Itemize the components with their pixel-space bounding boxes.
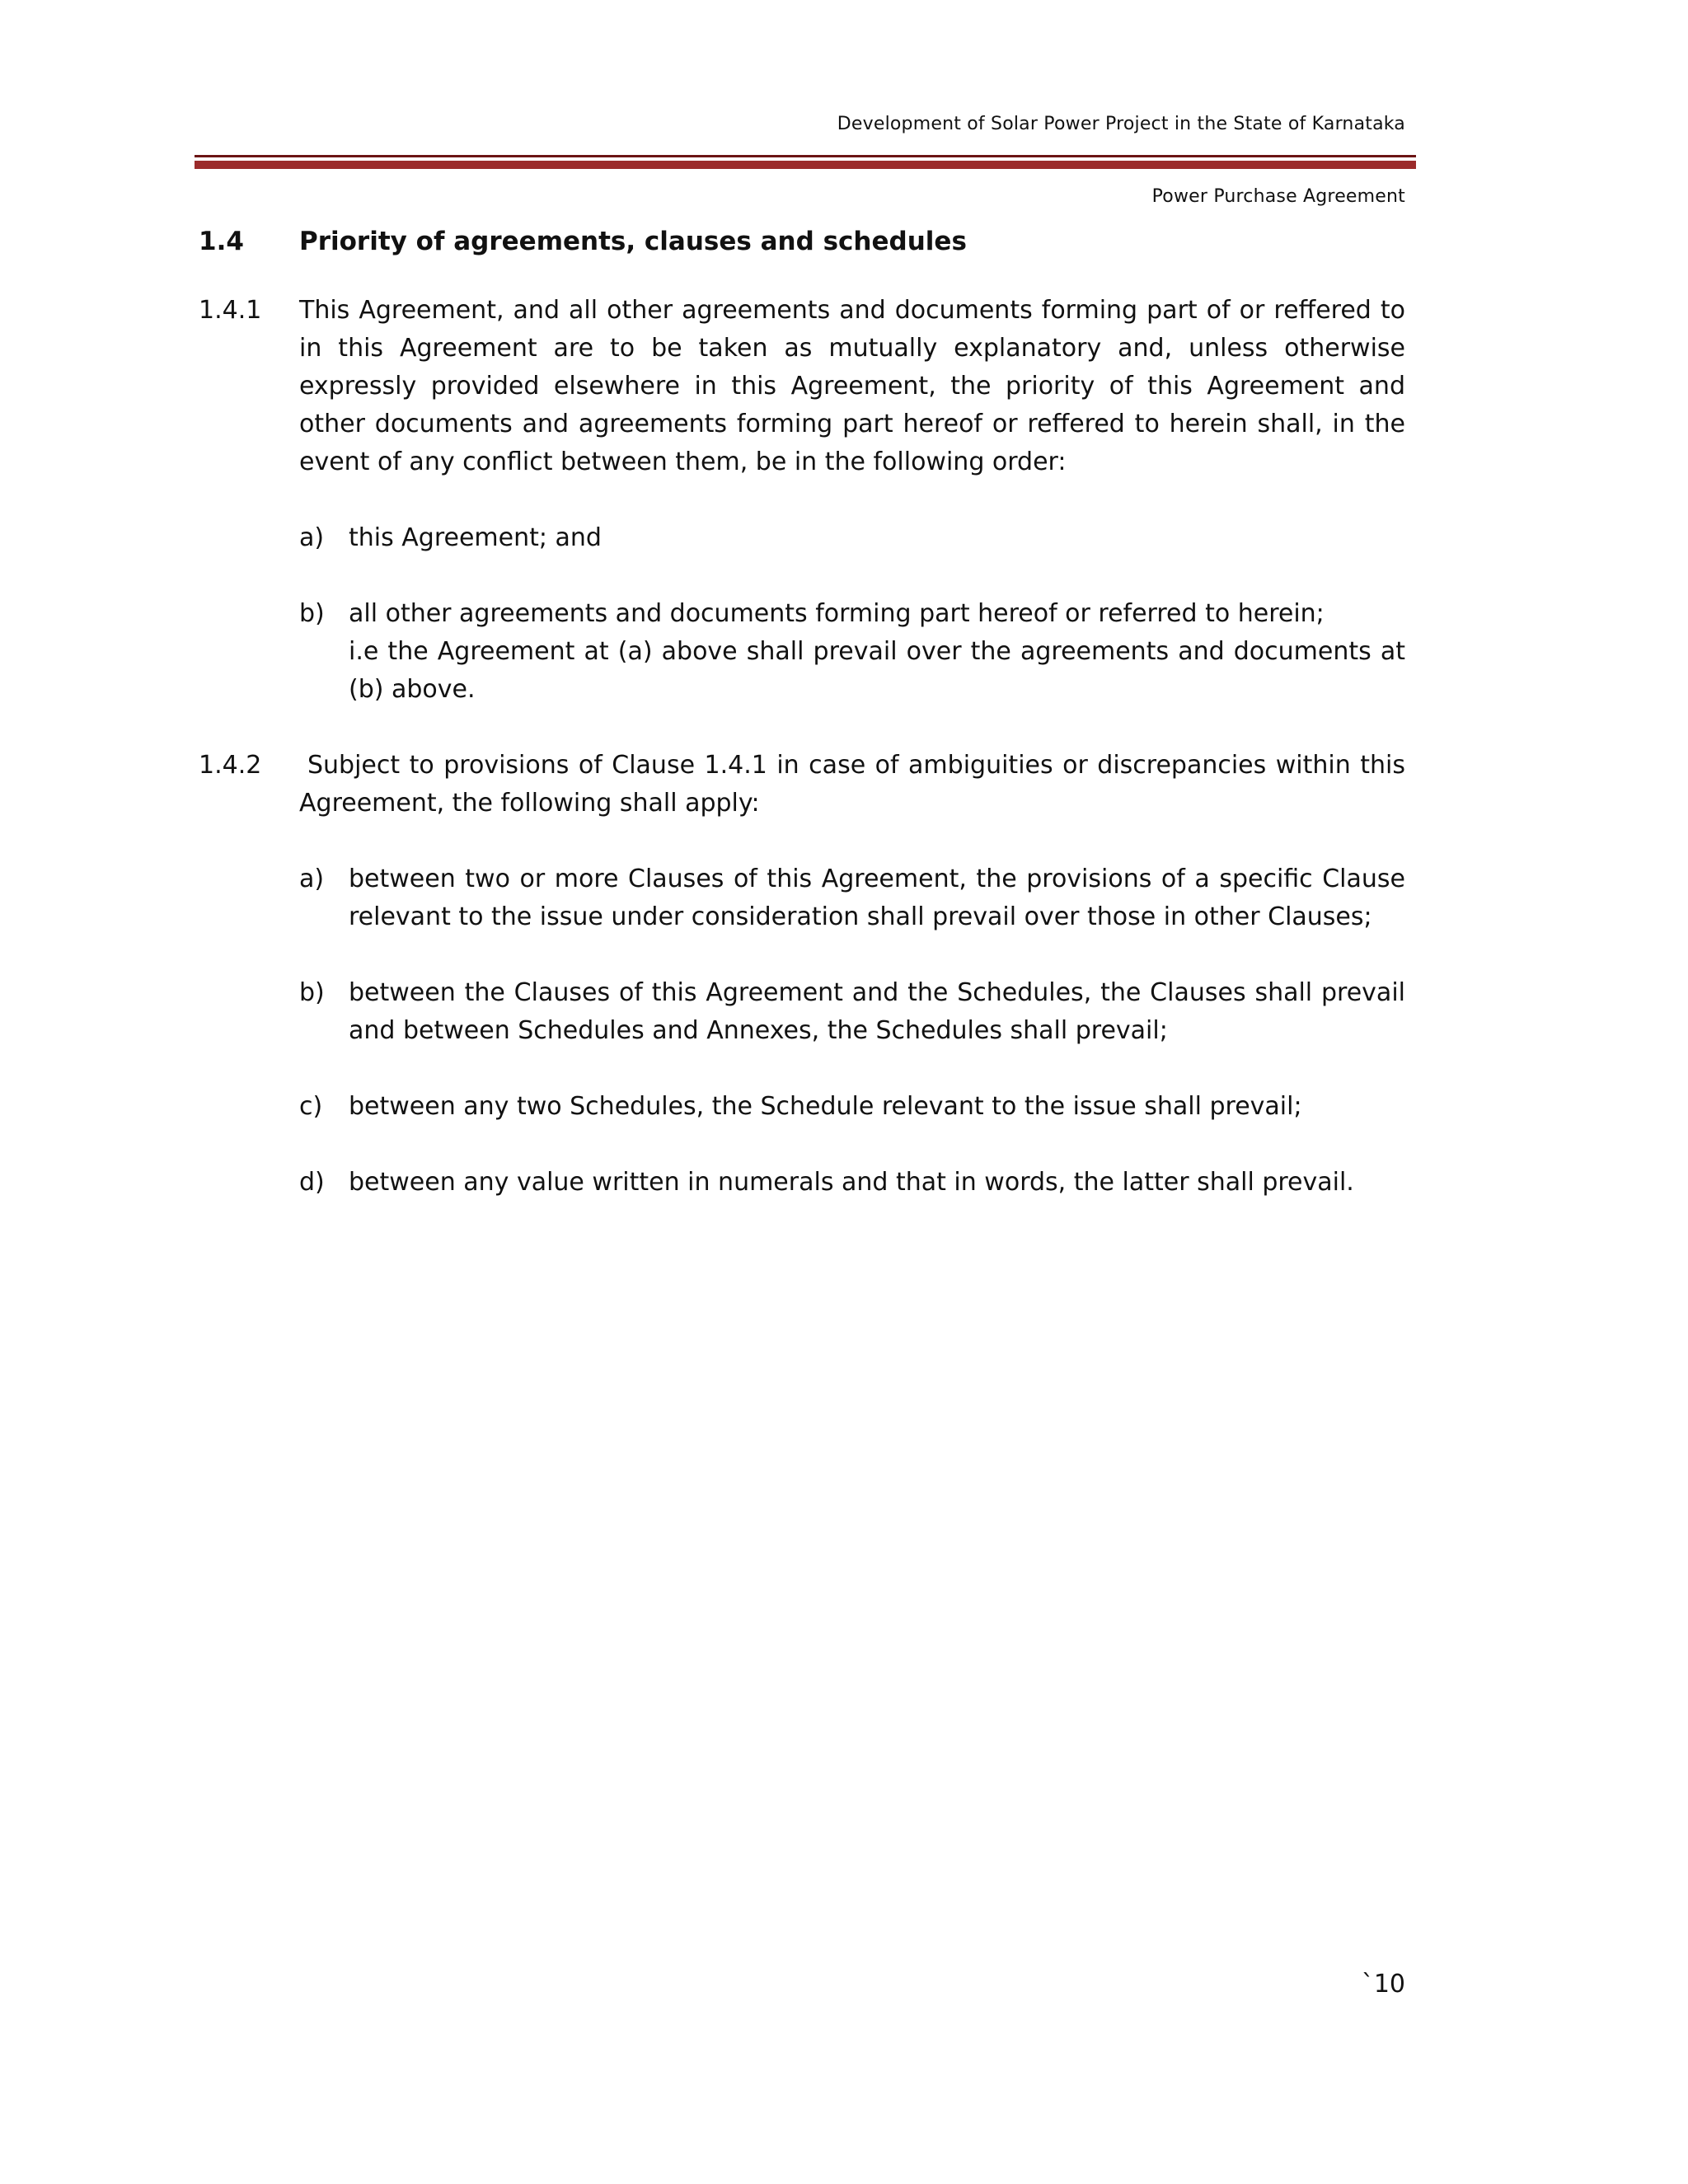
list-item-label: d) [299, 1168, 325, 1197]
page-content [199, 223, 1405, 1202]
list-item-text-block [349, 519, 1405, 557]
section-number: 1.4 [199, 227, 244, 256]
clause-number: 1.4.1 [199, 296, 262, 325]
clause-text: This Agreement, and all other agreements and documents forming part of or reffered to in this Agreement are to be taken as mutually explanatory and, unless otherwise expressly provided elsewhere in this Agreement, the priority of this Agreement and other documents and agreements forming part hereof or reffered to herein shall, in the event of any conflict between them, be in the following order: [299, 296, 1405, 476]
list-item-label: b) [299, 978, 325, 1007]
list-item-text: between two or more Clauses of this Agreement, the provisions of a specific Clause relevant to the issue under consideration shall prevail over those in other Clauses; [349, 865, 1405, 931]
list-item [299, 519, 1405, 557]
header-rule-thick [195, 161, 1416, 169]
header-subtitle: Power Purchase Agreement [1151, 186, 1405, 207]
list-item-label: c) [299, 1092, 323, 1121]
clause-list [299, 860, 1405, 1202]
clause-body [299, 292, 1405, 709]
clause-list [299, 519, 1405, 709]
list-item-label: a) [299, 523, 325, 552]
list-item-text: between any two Schedules, the Schedule relevant to the issue shall prevail; [349, 1092, 1302, 1121]
clause-number: 1.4.2 [199, 751, 262, 780]
list-item-text: this Agreement; and [349, 523, 602, 552]
clause-body [299, 747, 1405, 1202]
list-item-text-block [349, 974, 1405, 1050]
clause-text: Subject to provisions of Clause 1.4.1 in case of ambiguities or discrepancies within this Agreement, the following shall apply: [299, 751, 1405, 818]
list-item [299, 1088, 1405, 1126]
list-item-text: all other agreements and documents forming part hereof or referred to herein; [349, 599, 1325, 628]
list-item [299, 860, 1405, 936]
list-item-extra: i.e the Agreement at (a) above shall prevail over the agreements and documents at (b) above. [349, 637, 1405, 704]
list-item-text-block [349, 860, 1405, 936]
list-item [299, 1164, 1405, 1202]
clause-1-4-1 [199, 292, 1405, 709]
header-title: Development of Solar Power Project in the State of Karnataka [837, 114, 1405, 134]
list-item-label: a) [299, 865, 325, 893]
list-item [299, 595, 1405, 709]
section-title: Priority of agreements, clauses and schedules [299, 227, 967, 256]
list-item-text: between the Clauses of this Agreement and the Schedules, the Clauses shall prevail and between Schedules and Annexes, the Schedules shall prevail; [349, 978, 1405, 1045]
list-item-text: between any value written in numerals and that in words, the latter shall prevail. [349, 1168, 1354, 1197]
header-rule-thin [195, 155, 1416, 157]
page-number: `10 [1361, 1970, 1405, 1999]
list-item-text-block [349, 1088, 1405, 1126]
section-heading [199, 223, 1405, 260]
list-item-text-block [349, 595, 1405, 709]
list-item-text-block [349, 1164, 1405, 1202]
clause-1-4-2 [199, 747, 1405, 1202]
list-item-label: b) [299, 599, 325, 628]
list-item [299, 974, 1405, 1050]
